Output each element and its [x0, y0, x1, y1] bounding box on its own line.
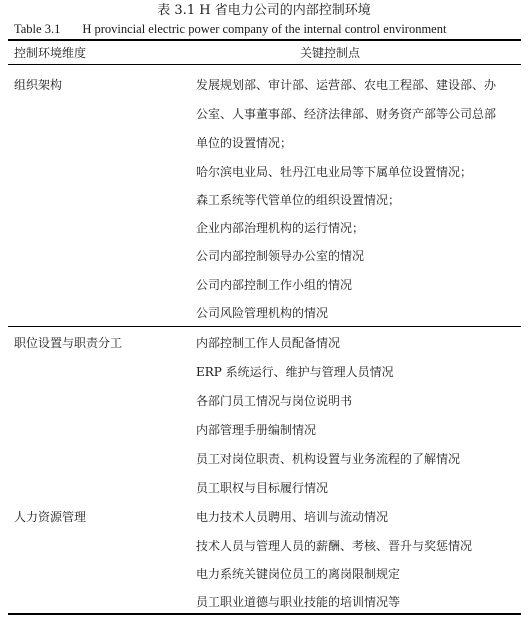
table-number: Table 3.1: [14, 22, 61, 36]
table-header-rule: [8, 64, 521, 65]
column-header-dimension: 控制环境维度: [14, 46, 87, 60]
key-point: 公室、人事董事部、经济法律部、财务资产部等公司总部: [196, 107, 497, 121]
key-point: 电力系统关键岗位员工的离岗限制规定: [196, 567, 401, 581]
dimension-organization: 组织架构: [14, 78, 63, 92]
key-point: 哈尔滨电业局、牡丹江电业局等下属单位设置情况；: [196, 165, 473, 179]
key-point: 企业内部治理机构的运行情况；: [196, 221, 365, 235]
key-point: 电力技术人员聘用、培训与流动情况: [196, 510, 389, 524]
key-point: 员工职业道德与职业技能的培训情况等: [196, 595, 401, 609]
key-point: 员工职权与目标履行情况: [196, 481, 329, 495]
table-caption-cn: 表 3.1 H 省电力公司的内部控制环境: [157, 3, 371, 18]
dimension-human-resources: 人力资源管理: [14, 510, 87, 524]
key-point: 员工对岗位职责、机构设置与业务流程的了解情况: [196, 452, 461, 466]
table-bottom-rule: [8, 613, 521, 615]
key-point: 内部管理手册编制情况: [196, 423, 317, 437]
key-point: 公司内部控制领导办公室的情况: [196, 249, 365, 263]
key-point: 森工系统等代管单位的组织设置情况；: [196, 193, 401, 207]
key-point: 公司内部控制工作小组的情况: [196, 278, 353, 292]
key-point: 发展规划部、审计部、运营部、农电工程部、建设部、办: [196, 78, 497, 92]
dimension-positions-duties: 职位设置与职责分工: [14, 336, 123, 350]
column-header-key-points: 关键控制点: [300, 46, 361, 60]
table-top-rule: [8, 39, 521, 41]
key-point: 公司风险管理机构的情况: [196, 306, 329, 320]
group-divider-rule: [8, 326, 521, 327]
table-title-en: H provincial electric power company of the internal control environment: [82, 22, 447, 36]
key-point: 内部控制工作人员配备情况: [196, 336, 341, 350]
table-caption-en: [14, 21, 446, 37]
key-point: 单位的设置情况；: [196, 136, 293, 150]
key-point: 技术人员与管理人员的薪酬、考核、晋升与奖惩情况: [196, 539, 473, 553]
key-point: 各部门员工情况与岗位说明书: [196, 394, 353, 408]
key-point: ERP 系统运行、维护与管理人员情况: [196, 365, 394, 379]
